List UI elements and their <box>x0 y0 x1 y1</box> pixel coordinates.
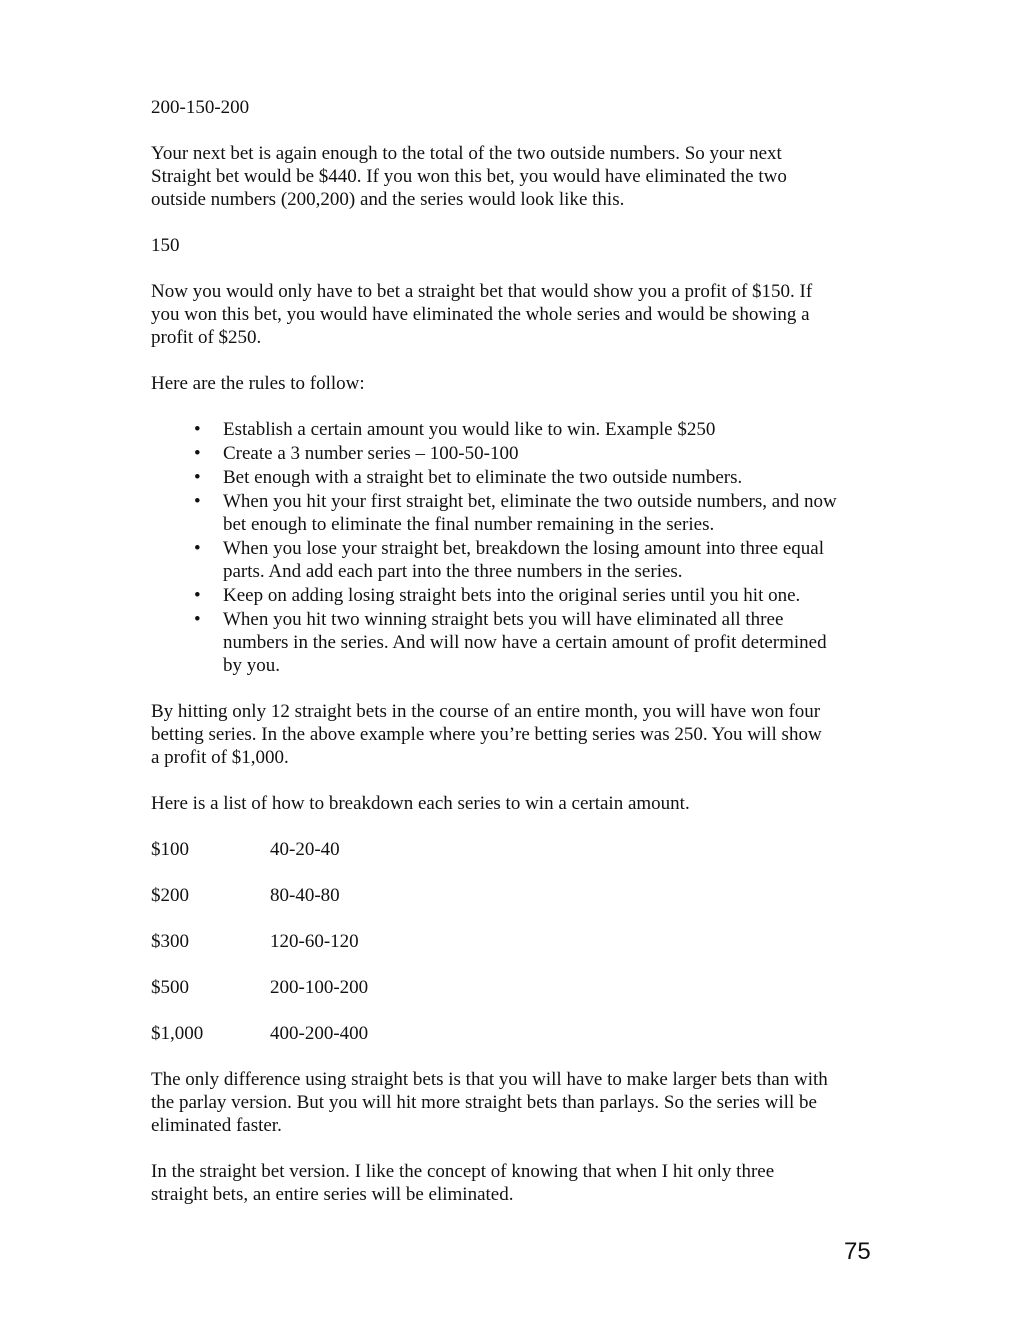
win-amount: $200 <box>151 885 189 906</box>
breakdown-table <box>151 838 881 1045</box>
series-breakdown: 120-60-120 <box>270 931 359 952</box>
table-row <box>151 976 881 999</box>
table-row <box>151 884 881 907</box>
bullet-icon: • <box>194 467 201 488</box>
bullet-icon: • <box>194 443 201 464</box>
rule-text: Bet enough with a straight bet to eliminate the two outside numbers. <box>223 467 743 488</box>
paragraph-conclusion: In the straight bet version. I like the concept of knowing that when I hit only three straight bets, an entire series will be eliminated. <box>151 1161 775 1205</box>
paragraph-difference: The only difference using straight bets is that you will have to make larger bets than with the parlay version. But you will hit more straight bets than parlays. So the series will be eliminated faster. <box>151 1069 828 1136</box>
table-row <box>151 1022 881 1045</box>
rule-text: When you hit two winning straight bets you will have eliminated all three numbers in the series. And will now have a certain amount of profit determined by you. <box>223 609 827 676</box>
bullet-icon: • <box>194 538 201 559</box>
win-amount: $500 <box>151 977 189 998</box>
page-content <box>151 96 881 1229</box>
series-breakdown: 400-200-400 <box>270 1023 369 1044</box>
rules-list <box>151 418 881 677</box>
bullet-icon: • <box>194 491 201 512</box>
win-amount: $300 <box>151 931 189 952</box>
rule-text: Establish a certain amount you would like to win. Example $250 <box>223 419 716 440</box>
series-line-200-150-200: 200-150-200 <box>151 97 250 118</box>
bullet-icon: • <box>194 419 201 440</box>
rule-text: Create a 3 number series – 100-50-100 <box>223 443 519 464</box>
paragraph-breakdown-intro: Here is a list of how to breakdown each series to win a certain amount. <box>151 793 690 814</box>
table-row <box>151 930 881 953</box>
win-amount: $1,000 <box>151 1023 204 1044</box>
series-breakdown: 80-40-80 <box>270 885 340 906</box>
list-item <box>151 584 881 607</box>
rules-intro: Here are the rules to follow: <box>151 373 365 394</box>
rule-text: When you hit your first straight bet, eliminate the two outside numbers, and now bet enough to eliminate the final number remaining in the series. <box>223 491 837 535</box>
rule-text: When you lose your straight bet, breakdown the losing amount into three equal parts. And add each part into the three numbers in the series. <box>223 538 824 582</box>
list-item <box>151 466 881 489</box>
series-breakdown: 200-100-200 <box>270 977 369 998</box>
list-item <box>151 608 881 677</box>
table-row <box>151 838 881 861</box>
paragraph-twelve-bets: By hitting only 12 straight bets in the course of an entire month, you will have won four betting series. In the above example where you’re betting series was 250. You will show a profit of $1,000. <box>151 701 822 768</box>
rule-text: Keep on adding losing straight bets into the original series until you hit one. <box>223 585 801 606</box>
list-item <box>151 537 881 583</box>
list-item <box>151 490 881 536</box>
series-breakdown: 40-20-40 <box>270 839 340 860</box>
bullet-icon: • <box>194 609 201 630</box>
paragraph-profit: Now you would only have to bet a straight bet that would show you a profit of $150. If you won this bet, you would have eliminated the whole series and would be showing a profit of $250. <box>151 281 813 348</box>
page-number: 75 <box>844 1238 871 1265</box>
bullet-icon: • <box>194 585 201 606</box>
list-item <box>151 418 881 441</box>
list-item <box>151 442 881 465</box>
series-line-150: 150 <box>151 235 180 256</box>
win-amount: $100 <box>151 839 189 860</box>
paragraph-next-bet: Your next bet is again enough to the total of the two outside numbers. So your next Straight bet would be $440. If you won this bet, you would have eliminated the two outside numbers (200,200) and the series would look like this. <box>151 143 787 210</box>
